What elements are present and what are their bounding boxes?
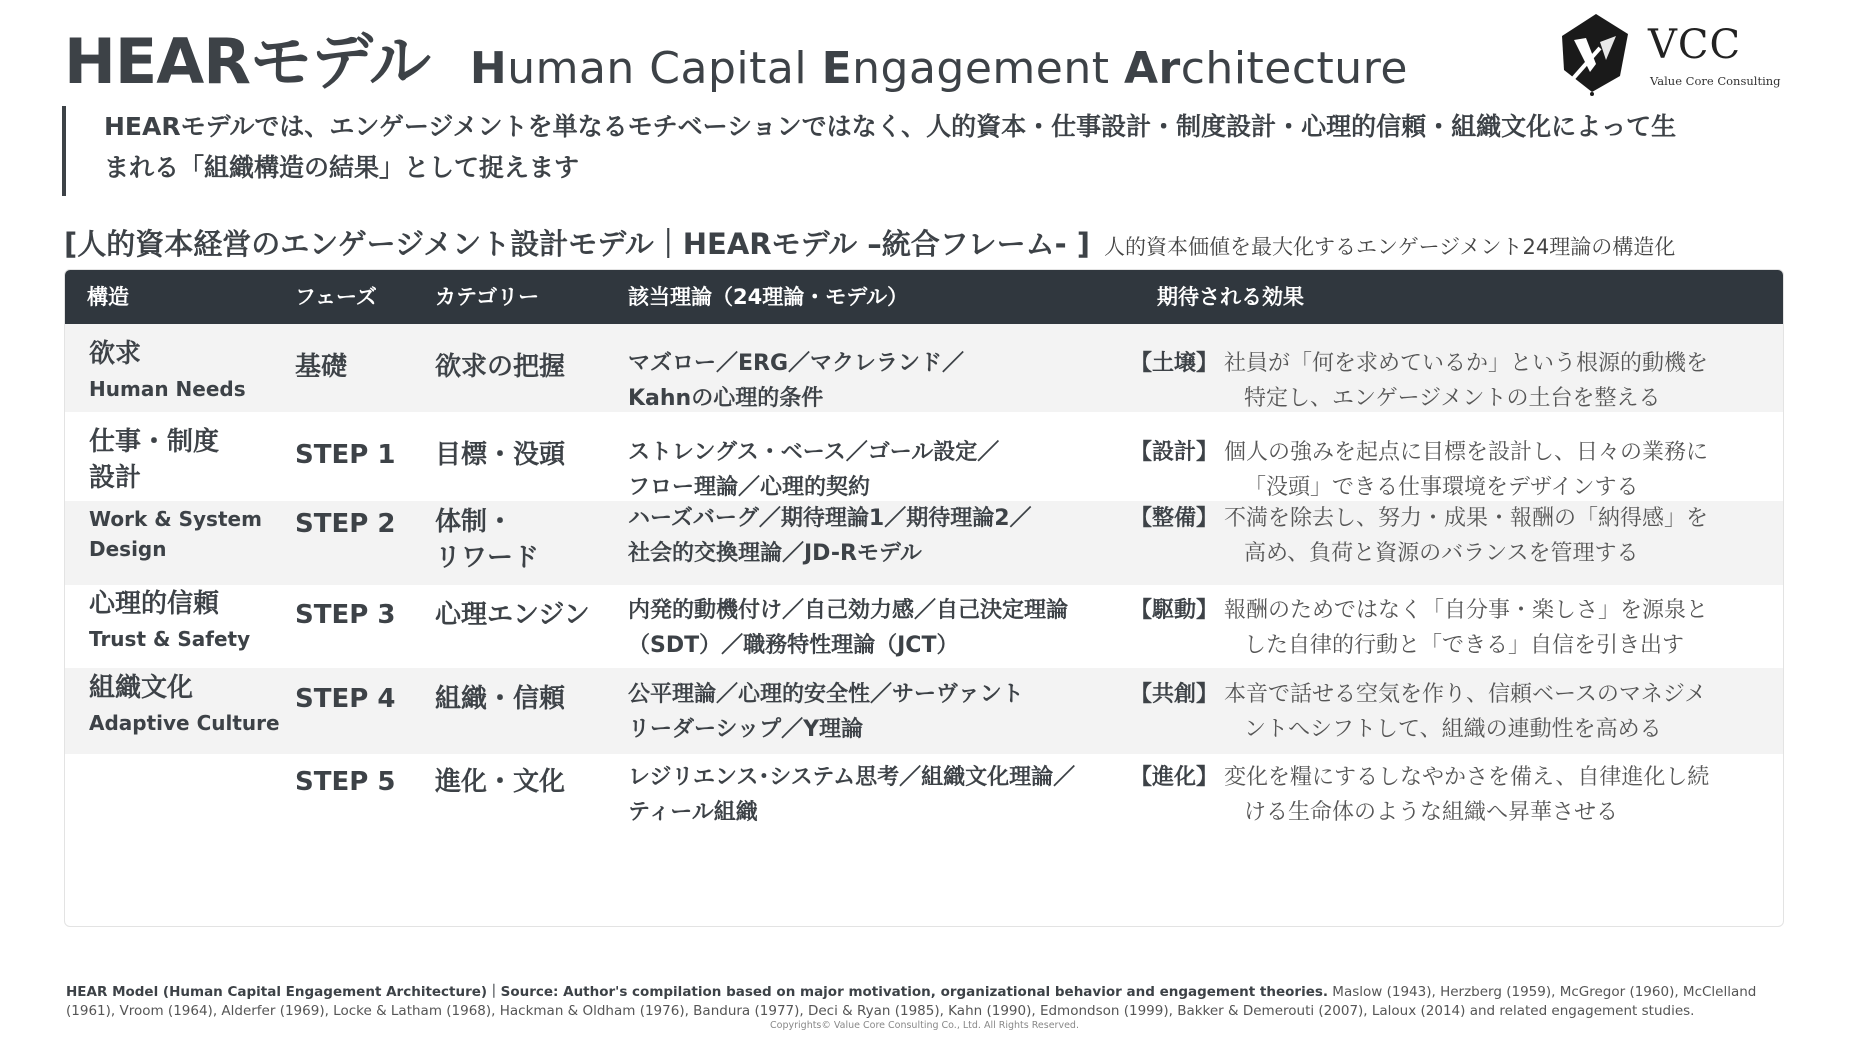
structure-trust-safety: 心理的信頼 Trust & Safety xyxy=(89,589,251,651)
header-structure: 構造 xyxy=(87,285,129,309)
header-theory: 該当理論（24理論・モデル） xyxy=(628,285,909,309)
structure-adaptive-culture: 組織文化 Adaptive Culture xyxy=(89,673,280,735)
phase-label: STEP 3 xyxy=(295,600,396,630)
category-label: 欲求の把握 xyxy=(435,352,566,382)
framework-title: [人的資本経営のエンゲージメント設計モデル｜HEARモデル –統合フレーム- ] xyxy=(64,227,1091,261)
phase-label: STEP 5 xyxy=(295,767,396,797)
effect-cell: 【共創】 本音で話せる空気を作り、信頼ベースのマネジメ ントへシフトして、組織の連動性を高める xyxy=(1142,677,1762,747)
page-subtitle: Human Capital Engagement Architecture xyxy=(469,43,1408,94)
framework-heading xyxy=(64,222,1675,263)
effect-cell: 【整備】 不満を除去し、努力・成果・報酬の「納得感」を 高め、負荷と資源のバランスを管理する xyxy=(1142,501,1762,571)
phase-label: 基礎 xyxy=(295,352,348,382)
header-effect: 期待される効果 xyxy=(1157,285,1304,309)
vcc-logo-mark-icon xyxy=(1556,12,1636,96)
effect-tag: 【土壌】 xyxy=(1130,351,1219,376)
logo-wordmark: VCC xyxy=(1648,22,1742,68)
structure-work-system-design: 仕事・制度 設計 Work & System Design xyxy=(89,427,262,561)
theory-cell: ハーズバーグ／期待理論1／期待理論2／ 社会的交換理論／JD-Rモデル xyxy=(628,506,1032,566)
category-label: 目標・没頭 xyxy=(435,440,566,470)
framework-subtitle: 人的資本価値を最大化するエンゲージメント24理論の構造化 xyxy=(1104,235,1676,259)
structure-human-needs: 欲求 Human Needs xyxy=(89,339,246,401)
header-phase: フェーズ xyxy=(295,285,377,309)
theory-cell: 公平理論／心理的安全性／サーヴァント リーダーシップ／Y理論 xyxy=(628,682,1024,742)
table-header xyxy=(65,270,1783,324)
page-title: HEARモデル xyxy=(64,25,430,98)
company-logo xyxy=(1556,12,1796,96)
category-label: 体制・ リワード xyxy=(435,507,540,573)
lead-statement: HEARモデルでは、エンゲージメントを単なるモチベーションではなく、人的資本・仕事設計・制度設計・心理的信頼・組織文化によって生 まれる「組織構造の結果」として捉えます xyxy=(62,106,1806,196)
header-category: カテゴリー xyxy=(435,285,540,309)
phase-label: STEP 1 xyxy=(295,440,396,470)
source-footnote: HEAR Model (Human Capital Engagement Architecture)｜Source: Author's compilation based on major motivation, organizational behavior and engagement theories. Maslow (1943), Herzberg (1959), McGregor (1960), McClelland (1961), Vroom (1964), Alderfer (1969), Locke & Latham (1968), Hackman & Oldham (1976), Bandura (1977), Deci & Ryan (1985), Kahn (1990), Edmondson (1999), Bakker & Demerouti (2007), Laloux (2014) and related engagement studies. xyxy=(66,984,1757,1019)
effect-tag: 【駆動】 xyxy=(1130,598,1219,623)
theory-cell: レジリエンス･システム思考／組織文化理論／ ティール組織 xyxy=(628,765,1076,825)
copyright-notice: Copyrights© Value Core Consulting Co., Ltd. All Rights Reserved. xyxy=(770,1020,1079,1031)
category-label: 進化・文化 xyxy=(435,767,566,797)
effect-cell: 【設計】 個人の強みを起点に目標を設計し、日々の業務に 「没頭」できる仕事環境をデザインする xyxy=(1142,435,1762,505)
theory-cell: ストレングス・ベース／ゴール設定／ フロー理論／心理的契約 xyxy=(628,440,1000,500)
phase-label: STEP 4 xyxy=(295,684,396,714)
effect-cell: 【進化】 変化を糧にするしなやかさを備え、自律進化し続 ける生命体のような組織へ昇華させる xyxy=(1142,760,1762,830)
hear-model-table xyxy=(64,269,1784,927)
logo-company-name: Value Core Consulting xyxy=(1650,74,1781,88)
effect-tag: 【整備】 xyxy=(1130,506,1219,531)
effect-tag: 【進化】 xyxy=(1130,765,1219,790)
effect-cell: 【駆動】 報酬のためではなく「自分事・楽しさ」を源泉と した自律的行動と「できる」自信を引き出す xyxy=(1142,593,1762,663)
phase-label: STEP 2 xyxy=(295,509,396,539)
effect-cell: 【土壌】 社員が「何を求めているか」という根源的動機を 特定し、エンゲージメントの土台を整える xyxy=(1142,346,1762,416)
category-label: 組織・信頼 xyxy=(435,684,566,714)
theory-cell: マズロー／ERG／マクレランド／ Kahnの心理的条件 xyxy=(628,351,965,411)
title-row xyxy=(64,12,1408,98)
theory-cell: 内発的動機付け／自己効力感／自己決定理論 （SDT）／職務特性理論（JCT） xyxy=(628,598,1069,658)
effect-tag: 【設計】 xyxy=(1130,440,1219,465)
effect-tag: 【共創】 xyxy=(1130,682,1219,707)
category-label: 心理エンジン xyxy=(435,600,590,630)
